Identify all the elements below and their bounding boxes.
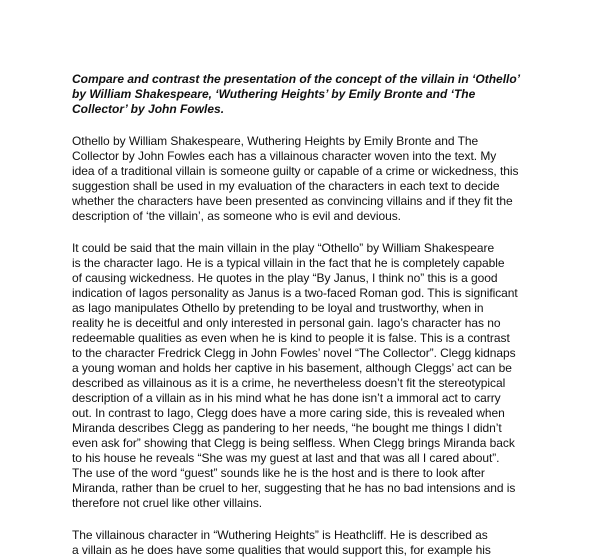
text-line: whether the characters have been presented as convincing villains and if they fit the [72, 194, 513, 208]
text-line: Collector by John Fowles each has a villainous character woven into the text. My [72, 149, 497, 163]
paragraph-iago-clegg [72, 241, 532, 511]
text-line: to the character Fredrick Clegg in John Fowles’ novel “The Collector”. Clegg kidnaps [72, 346, 516, 360]
text-line: The use of the word “guest” sounds like he is the host and is there to look after [72, 466, 485, 480]
paragraph-introduction [72, 134, 532, 224]
text-line: The villainous character in “Wuthering Heights” is Heathcliff. He is described as [72, 528, 488, 542]
text-line: as Iago manipulates Othello by pretending to be loyal and trustworthy, when in [72, 301, 484, 315]
text-line: of causing wickedness. He quotes in the play “By Janus, I think no” this is a good [72, 271, 498, 285]
text-line: Miranda, rather than be cruel to her, suggesting that he has no bad intensions and is [72, 481, 516, 495]
title-line: Compare and contrast the presentation of the concept of the villain in ‘Othello’ [72, 72, 521, 86]
text-line: description of ‘the villain’, as someone who is evil and devious. [72, 209, 401, 223]
text-line: therefore not cruel like other villains. [72, 496, 263, 510]
text-line: out. In contrast to Iago, Clegg does have a more caring side, this is revealed when [72, 406, 505, 420]
paragraph-heathcliff [72, 528, 532, 558]
text-line: reality he is deceitful and only interested in personal gain. Iago’s character has no [72, 316, 501, 330]
text-line: It could be said that the main villain in the play “Othello” by William Shakespeare [72, 241, 495, 255]
text-line: is the character Iago. He is a typical villain in the fact that he is completely capable [72, 256, 505, 270]
title-line: Collector’ by John Fowles. [72, 102, 225, 116]
text-line: to his house he reveals “She was my guest at last and that was all I cared about”. [72, 451, 500, 465]
text-line: suggestion shall be used in my evaluation of the characters in each text to decide [72, 179, 500, 193]
text-line: description of a villain as in his mind what he has done isn’t a immoral act to carry [72, 391, 501, 405]
document-title [72, 72, 532, 117]
text-line: a young woman and holds her captive in his basement, although Cleggs’ act can be [72, 361, 512, 375]
text-line: idea of a traditional villain is someone guilty or capable of a crime or wickedness, this [72, 164, 519, 178]
text-line: Miranda describes Clegg as pandering to her needs, “he bought me things I didn’t [72, 421, 502, 435]
document-page [72, 72, 532, 558]
text-line: described as villainous as it is a crime, he nevertheless doesn’t fit the stereotypical [72, 376, 506, 390]
title-line: by William Shakespeare, ‘Wuthering Heights’ by Emily Bronte and ‘The [72, 87, 476, 101]
text-line: a villain as he does have some qualities that would support this, for example his [72, 543, 491, 557]
text-line: even ask for” showing that Clegg is being selfless. When Clegg brings Miranda back [72, 436, 515, 450]
text-line: indication of Iagos personality as Janus is a two-faced Roman god. This is significant [72, 286, 518, 300]
text-line: redeemable qualities as even when he is kind to people it is false. This is a contrast [72, 331, 510, 345]
text-line: Othello by William Shakespeare, Wuthering Heights by Emily Bronte and The [72, 134, 479, 148]
